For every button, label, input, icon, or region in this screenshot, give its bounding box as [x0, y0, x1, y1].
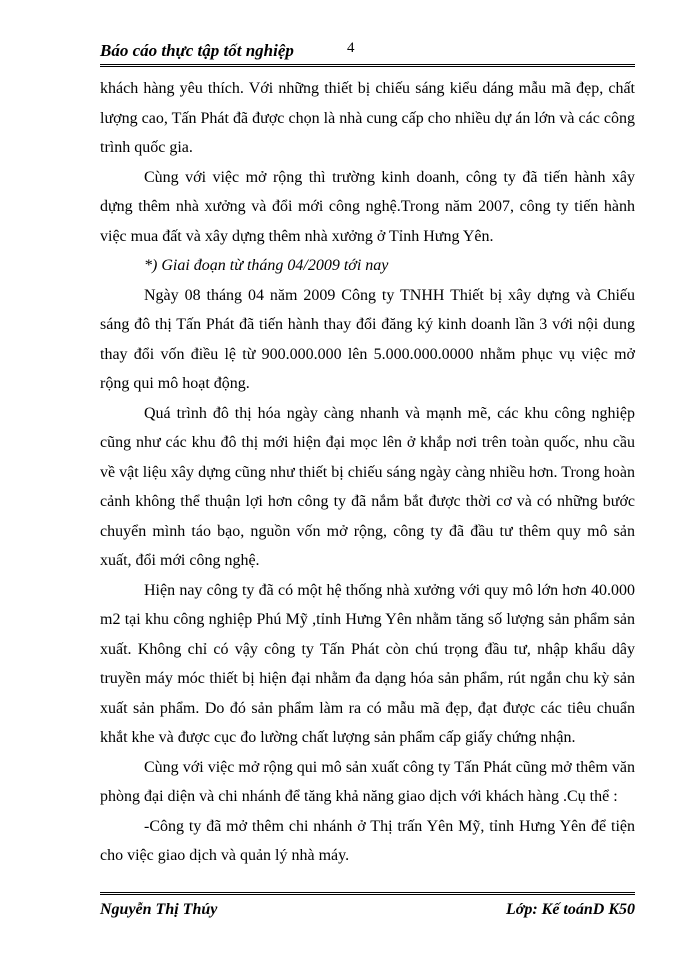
page-number: 4	[347, 40, 355, 56]
paragraph-factory-system: Hiện nay công ty đã có một hệ thống nhà xưởng với quy mô lớn hơn 40.000 m2 tại khu công nghiệp Phú Mỹ ,tỉnh Hưng Yên nhằm tăng số lượng sản phẩm sản xuất. Không chỉ có vậy công ty Tấn Phát còn chú trọng đầu tư, nhập khẩu dây truyền máy móc thiết bị hiện đại nhằm đa dạng hóa sản phẩm, rút ngắn chu kỳ sản xuất sản phẩm. Do đó sản phẩm làm ra có mẫu mã đẹp, đạt được các tiêu chuẩn khắt khe và được cục đo lường chất lượng sản phẩm cấp giấy chứng nhận.	[100, 581, 635, 746]
report-title: Báo cáo thực tập tốt nghiệp	[100, 41, 294, 60]
paragraph-expansion: Cùng với việc mở rộng thì trường kinh doanh, công ty đã tiến hành xây dựng thêm nhà xưởng và đổi mới công nghệ.Trong năm 2007, công ty tiến hành việc mua đất và xây dựng thêm nhà xưởng ở Tỉnh Hưng Yên.	[100, 168, 635, 245]
document-body	[100, 74, 635, 871]
paragraph-branch-offices: Cùng với việc mở rộng qui mô sản xuất công ty Tấn Phát cũng mở thêm văn phòng đại diện và chi nhánh để tăng khả năng giao dịch với khách hàng .Cụ thể :	[100, 758, 635, 805]
paragraph-registration-change: Ngày 08 tháng 04 năm 2009 Công ty TNHH Thiết bị xây dựng và Chiếu sáng đô thị Tấn Phát đã tiến hành thay đổi đăng ký kinh doanh lần 3 với nội dung thay đổi vốn điều lệ từ 900.000.000 lên 5.000.000.0000 nhằm phục vụ việc mở rộng qui mô hoạt động.	[100, 286, 635, 392]
paragraph-urbanization: Quá trình đô thị hóa ngày càng nhanh và mạnh mẽ, các khu công nghiệp cũng như các khu đô thị mới hiện đại mọc lên ở khắp nơi trên toàn quốc, nhu cầu về vật liệu xây dựng cũng như thiết bị chiếu sáng ngày càng nhiều hơn. Trong hoàn cảnh không thể thuận lợi hơn công ty đã nắm bắt được thời cơ và có những bước chuyển mình táo bạo, nguồn vốn mở rộng, công ty đã đầu tư thêm quy mô sản xuất, đổi mới công nghệ.	[100, 404, 635, 569]
page-header	[100, 38, 635, 67]
page-footer	[100, 892, 635, 923]
section-subheading: *) Giai đoạn từ tháng 04/2009 tới nay	[144, 257, 389, 274]
paragraph-continuation: khách hàng yêu thích. Với những thiết bị chiếu sáng kiểu dáng mẫu mã đẹp, chất lượng cao, Tấn Phát đã được chọn là nhà cung cấp cho nhiều dự án lớn và các công trình quốc gia.	[100, 80, 635, 156]
author-name: Nguyễn Thị Thúy	[100, 901, 218, 918]
paragraph-yen-my-branch: -Công ty đã mở thêm chi nhánh ở Thị trấn Yên Mỹ, tỉnh Hưng Yên để tiện cho việc giao dịch và quản lý nhà máy.	[100, 817, 635, 864]
class-label: Lớp: Kế toánD K50	[505, 901, 635, 918]
